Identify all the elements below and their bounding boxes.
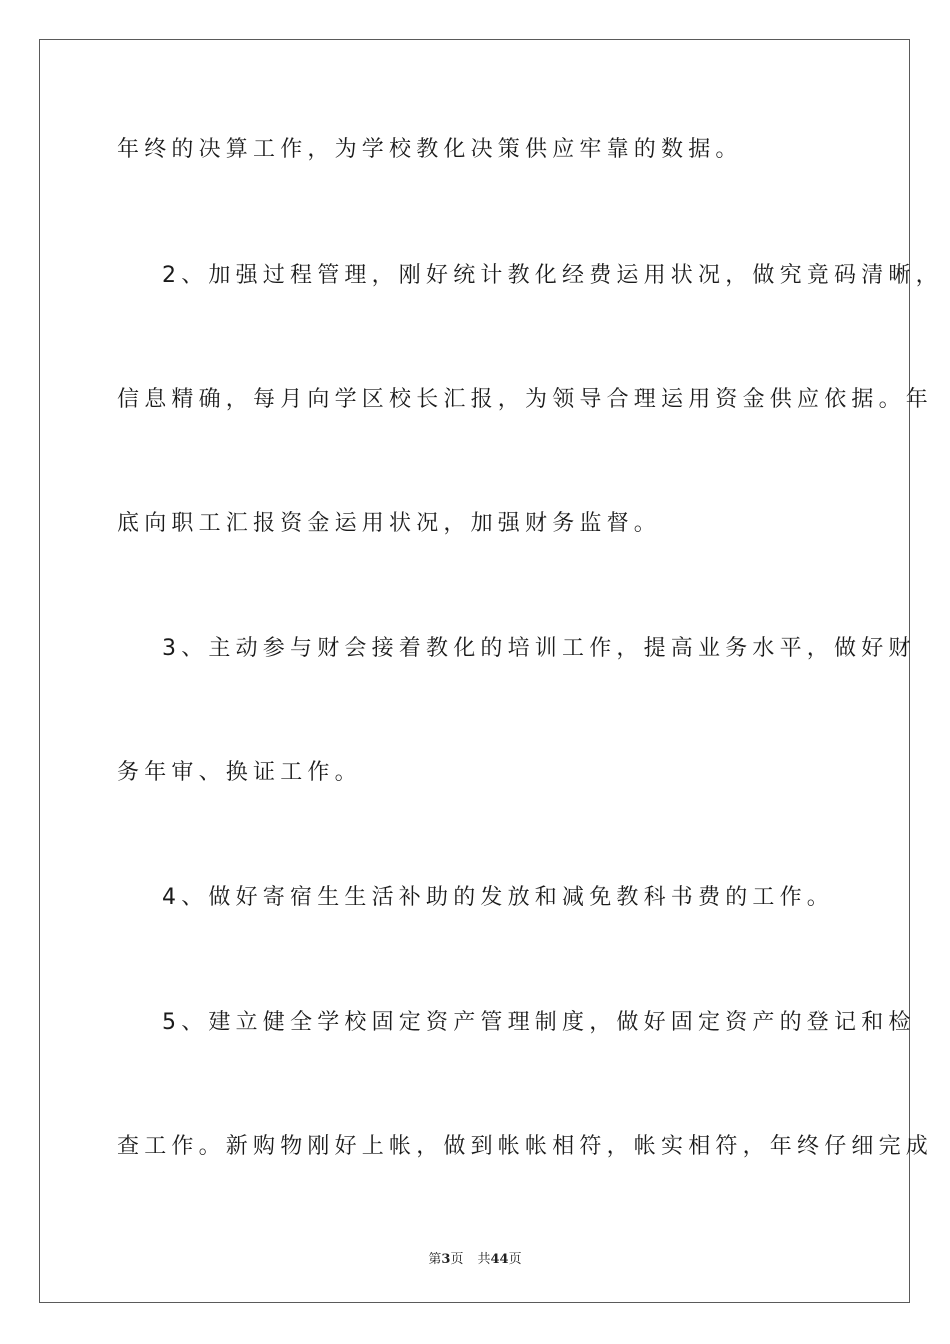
page-footer	[0, 1248, 950, 1267]
body-line-9: 查工作。新购物刚好上帐，做到帐帐相符，帐实相符，年终仔细完成	[117, 1134, 934, 1159]
body-line-5: 3、主动参与财会接着教化的培训工作，提高业务水平，做好财	[162, 636, 916, 661]
footer-page-suffix: 页	[450, 1252, 464, 1267]
body-line-1: 年终的决算工作，为学校教化决策供应牢靠的数据。	[117, 137, 743, 162]
footer-total-suffix: 页	[508, 1252, 522, 1267]
body-line-3: 信息精确，每月向学区校长汇报，为领导合理运用资金供应依据。年	[117, 387, 934, 412]
footer-total-prefix: 共	[477, 1252, 491, 1267]
footer-page-number: 3	[441, 1252, 451, 1267]
body-line-8: 5、建立健全学校固定资产管理制度，做好固定资产的登记和检	[162, 1010, 916, 1035]
footer-page-prefix: 第	[428, 1252, 442, 1267]
footer-total-pages: 44	[490, 1252, 509, 1267]
body-line-2: 2、加强过程管理，刚好统计教化经费运用状况，做究竟码清晰，	[162, 263, 943, 288]
body-line-4: 底向职工汇报资金运用状况，加强财务监督。	[117, 511, 662, 536]
body-line-6: 务年审、换证工作。	[117, 760, 362, 785]
page-border	[39, 39, 910, 1303]
body-line-7: 4、做好寄宿生生活补助的发放和减免教科书费的工作。	[162, 885, 834, 910]
